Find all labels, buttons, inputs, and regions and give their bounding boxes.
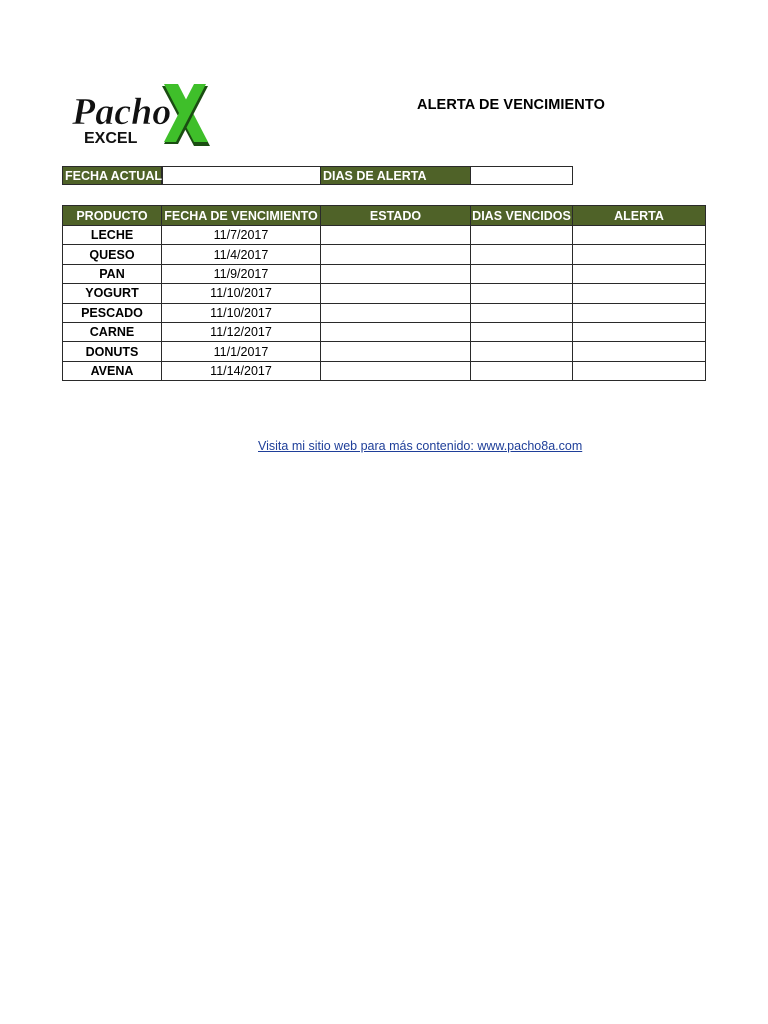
dias-vencidos-cell[interactable]: [471, 284, 573, 303]
table-row: [63, 245, 706, 264]
fecha-cell[interactable]: 11/4/2017: [162, 245, 321, 264]
fecha-cell[interactable]: 11/12/2017: [162, 322, 321, 341]
column-header-fecha-vencimiento: FECHA DE VENCIMIENTO: [162, 206, 321, 226]
column-header-estado: ESTADO: [321, 206, 471, 226]
fecha-cell[interactable]: 11/14/2017: [162, 361, 321, 380]
fecha-cell[interactable]: 11/9/2017: [162, 264, 321, 283]
alerta-cell[interactable]: [573, 264, 706, 283]
dias-vencidos-cell[interactable]: [471, 361, 573, 380]
table-row: [63, 361, 706, 380]
dias-vencidos-cell[interactable]: [471, 322, 573, 341]
dias-vencidos-cell[interactable]: [471, 226, 573, 245]
estado-cell[interactable]: [321, 284, 471, 303]
fecha-actual-label: FECHA ACTUAL: [62, 166, 162, 185]
estado-cell[interactable]: [321, 264, 471, 283]
fecha-cell[interactable]: 11/7/2017: [162, 226, 321, 245]
fecha-actual-field[interactable]: [162, 166, 321, 185]
column-header-alerta: ALERTA: [573, 206, 706, 226]
producto-cell[interactable]: LECHE: [63, 226, 162, 245]
dias-vencidos-cell[interactable]: [471, 303, 573, 322]
producto-cell[interactable]: PAN: [63, 264, 162, 283]
table-row: [63, 226, 706, 245]
website-link[interactable]: Visita mi sitio web para más contenido: www.pacho8a.com: [258, 439, 583, 453]
alerta-cell[interactable]: [573, 245, 706, 264]
estado-cell[interactable]: [321, 322, 471, 341]
estado-cell[interactable]: [321, 226, 471, 245]
dias-alerta-label: DIAS DE ALERTA: [320, 166, 471, 185]
column-header-producto: PRODUCTO: [63, 206, 162, 226]
table-row: [63, 342, 706, 361]
estado-cell[interactable]: [321, 361, 471, 380]
table-row: [63, 303, 706, 322]
producto-cell[interactable]: QUESO: [63, 245, 162, 264]
alerta-cell[interactable]: [573, 361, 706, 380]
dias-alerta-field[interactable]: [470, 166, 573, 185]
producto-cell[interactable]: YOGURT: [63, 284, 162, 303]
table-row: [63, 284, 706, 303]
producto-cell[interactable]: DONUTS: [63, 342, 162, 361]
estado-cell[interactable]: [321, 303, 471, 322]
alerta-cell[interactable]: [573, 322, 706, 341]
producto-cell[interactable]: AVENA: [63, 361, 162, 380]
document-title: ALERTA DE VENCIMIENTO: [417, 97, 605, 113]
table-row: [63, 264, 706, 283]
alerta-cell[interactable]: [573, 303, 706, 322]
producto-cell[interactable]: CARNE: [63, 322, 162, 341]
alerta-cell[interactable]: [573, 226, 706, 245]
alerta-cell[interactable]: [573, 284, 706, 303]
estado-cell[interactable]: [321, 245, 471, 264]
pachox-excel-logo: [70, 84, 210, 148]
alerta-cell[interactable]: [573, 342, 706, 361]
vencimiento-table: [62, 205, 706, 381]
logo-pacho-text: Pacho: [72, 91, 172, 133]
producto-cell[interactable]: PESCADO: [63, 303, 162, 322]
dias-vencidos-cell[interactable]: [471, 342, 573, 361]
fecha-cell[interactable]: 11/10/2017: [162, 284, 321, 303]
fecha-cell[interactable]: 11/10/2017: [162, 303, 321, 322]
dias-vencidos-cell[interactable]: [471, 245, 573, 264]
fecha-cell[interactable]: 11/1/2017: [162, 342, 321, 361]
estado-cell[interactable]: [321, 342, 471, 361]
table-header-row: [63, 206, 706, 226]
dias-vencidos-cell[interactable]: [471, 264, 573, 283]
logo-excel-text: EXCEL: [84, 130, 138, 147]
column-header-dias-vencidos: DIAS VENCIDOS: [471, 206, 573, 226]
table-row: [63, 322, 706, 341]
